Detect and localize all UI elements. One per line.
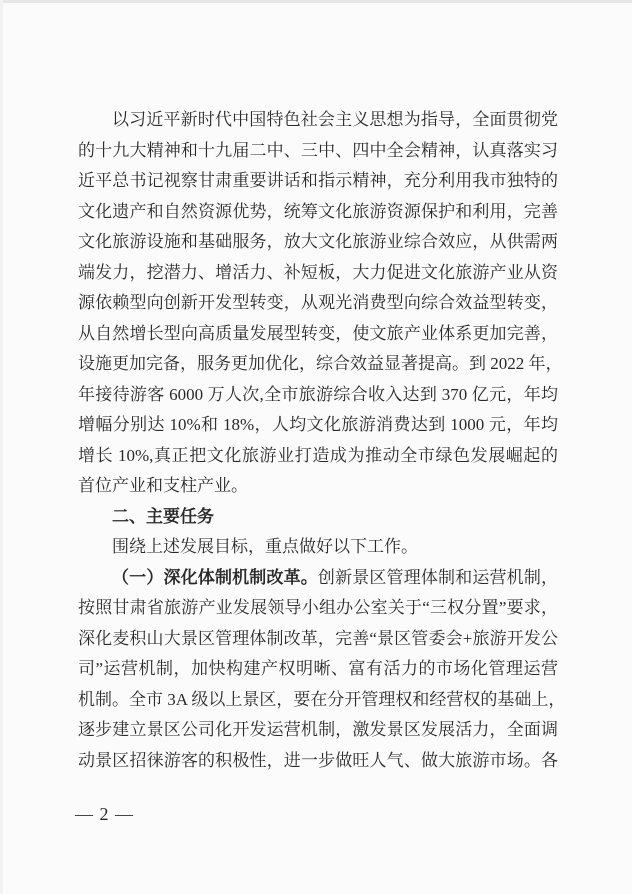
text-line xyxy=(78,380,558,411)
text-run: 增幅分别达 10%和 18%，人均文化旅游消费达到 1000 元，年均 xyxy=(78,415,558,434)
text-line xyxy=(78,136,558,167)
text-line xyxy=(78,166,558,197)
text-run: 的十九大精神和十九届二中、三中、四中全会精神，认真落实习 xyxy=(78,140,558,160)
text-run: 创新景区管理体制和运营机制， xyxy=(317,567,559,587)
text-run: 二、主要任务 xyxy=(112,506,214,526)
text-run: 首位产业和支柱产业。 xyxy=(78,476,248,495)
text-run: 动景区招徕游客的积极性，进一步做旺人气、做大旅游市场。各 xyxy=(78,750,558,770)
text-line xyxy=(78,563,558,594)
text-line xyxy=(78,197,558,228)
text-line xyxy=(78,349,563,380)
text-run: 增长 10%,真正把文化旅游业打造成为推动全市绿色发展崛起的 xyxy=(78,445,558,465)
text-run: 以习近平新时代中国特色社会主义思想为指导，全面贯彻党 xyxy=(112,110,558,129)
text-line xyxy=(78,441,558,472)
text-run: 文化遗产和自然资源优势，统筹文化旅游资源保护和利用，完善 xyxy=(78,201,558,221)
text-line xyxy=(78,319,558,350)
text-line xyxy=(78,258,558,289)
text-run: 司”运营机制，加快构建产权明晰、富有活力的市场化管理运营 xyxy=(78,659,558,678)
text-run: 深化麦积山大景区管理体制改革，完善“景区管委会+旅游开发公 xyxy=(78,628,558,648)
text-run: 近平总书记视察甘肃重要讲话和指示精神，充分利用我市独特的 xyxy=(78,171,558,190)
text-line xyxy=(78,532,558,563)
text-run: 围绕上述发展目标，重点做好以下工作。 xyxy=(112,537,418,556)
page-number: — 2 — xyxy=(75,804,134,824)
text-run: 源依赖型向创新开发型转变，从观光消费型向综合效益型转变， xyxy=(78,293,558,312)
text-line xyxy=(78,288,558,319)
text-run: 机制。全市 3A 级以上景区，要在分开管理权和经营权的基础上， xyxy=(78,689,566,709)
text-run: 文化旅游设施和基础服务，放大文化旅游业综合效应，从供需两 xyxy=(78,232,558,251)
text-line xyxy=(78,410,558,441)
text-line xyxy=(78,746,558,777)
text-line xyxy=(78,593,558,624)
text-run: （一）深化体制机制改革。 xyxy=(112,567,318,587)
text-line xyxy=(78,685,566,716)
text-line xyxy=(78,624,558,655)
text-line xyxy=(78,715,558,746)
text-line xyxy=(78,654,558,685)
text-line xyxy=(78,471,558,502)
text-run: 从自然增长型向高质量发展型转变，使文旅产业体系更加完善， xyxy=(78,323,558,343)
scan-edge-left xyxy=(0,0,3,894)
document-body xyxy=(78,105,566,776)
text-line xyxy=(78,502,558,533)
text-run: 端发力，挖潜力、增活力、补短板，大力促进文化旅游产业从资 xyxy=(78,262,558,282)
text-run: 年接待游客 6000 万人次,全市旅游综合收入达到 370 亿元，年均 xyxy=(78,384,558,404)
text-run: 逐步建立景区公司化开发运营机制，激发景区发展活力，全面调 xyxy=(78,720,558,739)
text-run: 设施更加完备，服务更加优化，综合效益显著提高。到 2022 年， xyxy=(78,354,563,373)
scan-edge-top xyxy=(0,0,632,3)
text-line xyxy=(78,105,558,136)
text-run: 按照甘肃省旅游产业发展领导小组办公室关于“三权分置”要求， xyxy=(78,598,558,617)
text-line xyxy=(78,227,558,258)
